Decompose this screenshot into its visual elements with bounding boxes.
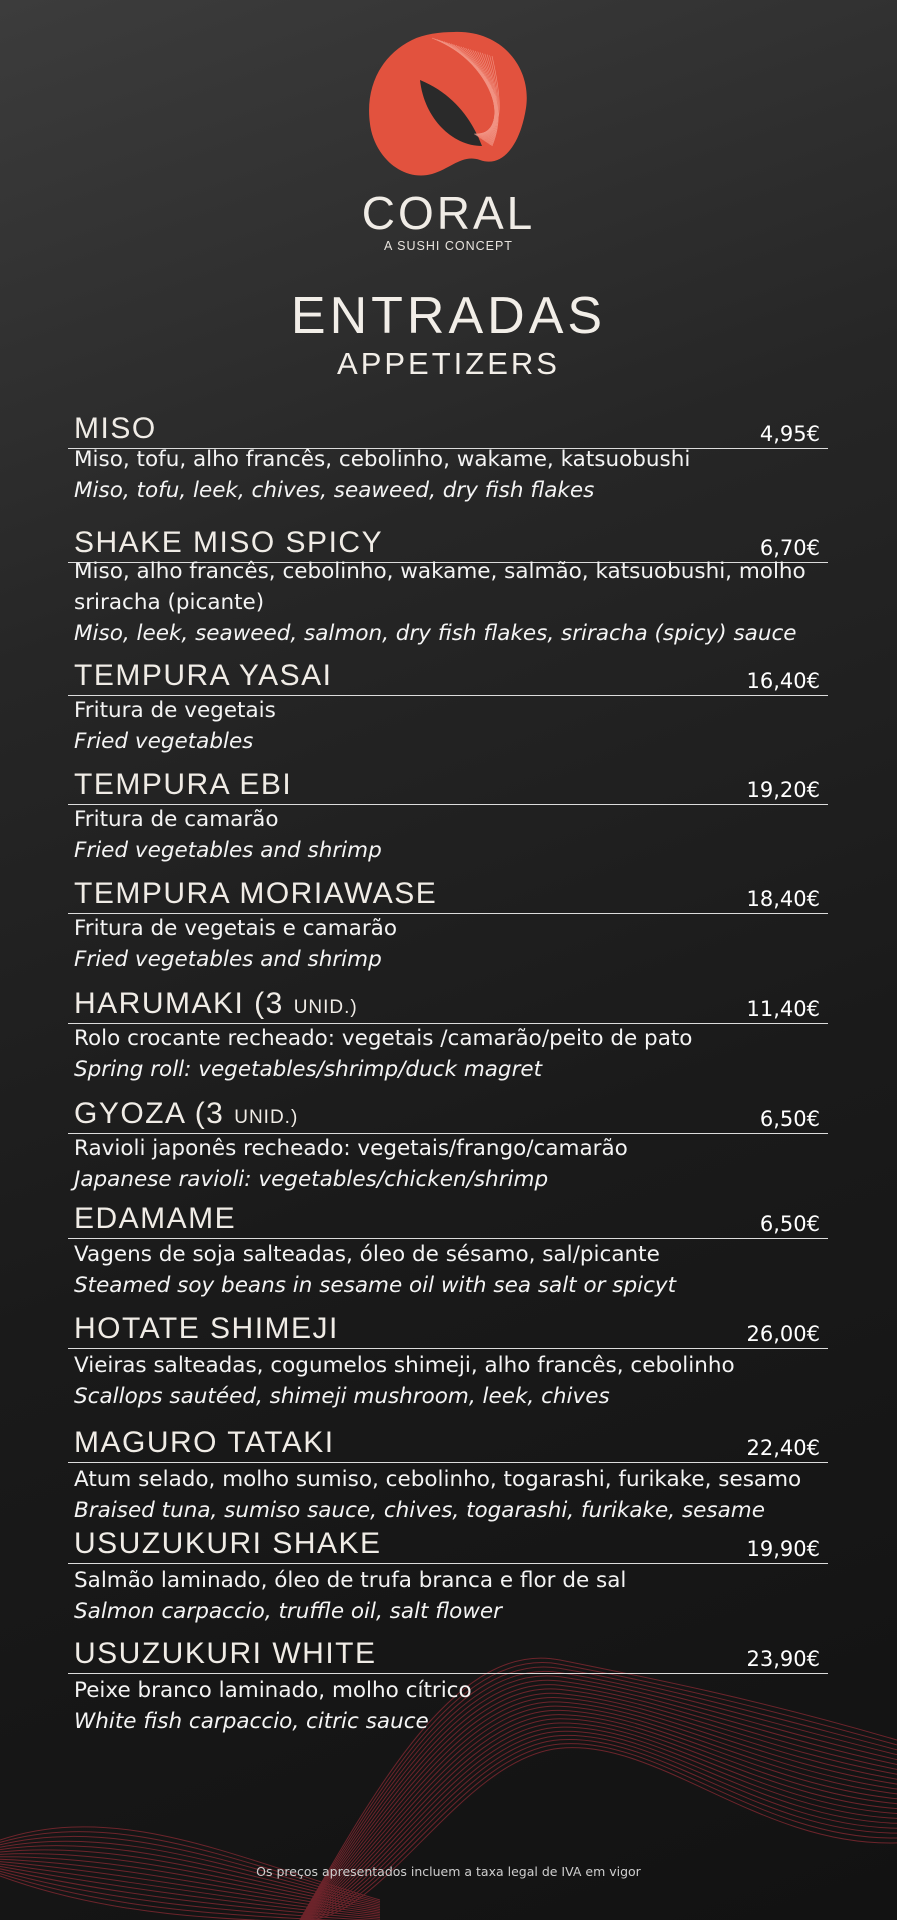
item-description-en: Japanese ravioli: vegetables/chicken/shrimp: [74, 1167, 549, 1192]
item-name: EDAMAME: [74, 1202, 237, 1235]
item-name: USUZUKURI WHITE: [74, 1637, 377, 1670]
item-header: [68, 1304, 828, 1349]
item-name: TEMPURA MORIAWASE: [74, 877, 438, 910]
item-description-en: White fish carpaccio, citric sauce: [74, 1709, 429, 1734]
item-name: MISO: [74, 412, 157, 445]
item-price: 4,95€: [759, 422, 820, 446]
item-description-pt: Miso, tofu, alho francês, cebolinho, wakame, katsuobushi: [74, 447, 691, 472]
item-price: 19,20€: [746, 778, 820, 802]
item-price: 22,40€: [746, 1436, 820, 1460]
item-header: [68, 651, 828, 696]
item-name: HOTATE SHIMEJI: [74, 1312, 339, 1345]
item-description-en: Steamed soy beans in sesame oil with sea salt or spicyt: [74, 1273, 677, 1298]
item-header: [68, 760, 828, 805]
item-price: 6,70€: [759, 536, 820, 560]
coral-logo-icon: [362, 28, 532, 178]
item-price: 19,90€: [746, 1537, 820, 1561]
item-name: GYOZA (3 UNID.): [74, 1097, 299, 1130]
item-description-pt: Fritura de vegetais: [74, 698, 276, 723]
item-description-en: Spring roll: vegetables/shrimp/duck magret: [74, 1057, 543, 1082]
item-price: 6,50€: [759, 1212, 820, 1236]
item-name: TEMPURA YASAI: [74, 659, 333, 692]
item-name: USUZUKURI SHAKE: [74, 1527, 382, 1560]
item-description-pt: Vieiras salteadas, cogumelos shimeji, alho francês, cebolinho: [74, 1353, 735, 1378]
item-price: 26,00€: [746, 1322, 820, 1346]
section-title: ENTRADAS: [290, 287, 607, 345]
item-name: SHAKE MISO SPICY: [74, 526, 384, 559]
item-description-en: Braised tuna, sumiso sauce, chives, togarashi, furikake, sesame: [74, 1498, 765, 1523]
item-header: [68, 1194, 828, 1239]
section-subtitle: APPETIZERS: [337, 346, 560, 381]
item-description-en: Salmon carpaccio, truffle oil, salt flower: [74, 1599, 502, 1624]
item-description-en: Miso, tofu, leek, chives, seaweed, dry fish flakes: [74, 478, 595, 503]
item-description-pt: Fritura de camarão: [74, 807, 279, 832]
item-description-pt: Atum selado, molho sumiso, cebolinho, togarashi, furikake, sesamo: [74, 1467, 802, 1492]
item-name: MAGURO TATAKI: [74, 1426, 335, 1459]
item-description-pt: Fritura de vegetais e camarão: [74, 916, 398, 941]
item-price: 6,50€: [759, 1107, 820, 1131]
item-header: [68, 1089, 828, 1134]
item-price: 11,40€: [746, 997, 820, 1021]
item-header: [68, 404, 828, 449]
item-description-en: Miso, leek, seaweed, salmon, dry fish flakes, sriracha (spicy) sauce: [74, 621, 797, 646]
item-price: 16,40€: [746, 669, 820, 693]
item-description-pt: Salmão laminado, óleo de trufa branca e flor de sal: [74, 1568, 627, 1593]
item-description-en: Fried vegetables and shrimp: [74, 947, 382, 972]
brand-tagline: A SUSHI CONCEPT: [384, 239, 513, 253]
item-price: 18,40€: [746, 887, 820, 911]
item-header: [68, 1519, 828, 1564]
item-price: 23,90€: [746, 1647, 820, 1671]
item-header: [68, 869, 828, 914]
item-header: [68, 1418, 828, 1463]
item-header: [68, 1629, 828, 1674]
brand-name: CORAL: [361, 187, 536, 239]
item-name: HARUMAKI (3 UNID.): [74, 987, 358, 1020]
item-description-pt: Rolo crocante recheado: vegetais /camarão/peito de pato: [74, 1026, 693, 1051]
item-description-en: Fried vegetables and shrimp: [74, 838, 382, 863]
item-header: [68, 979, 828, 1024]
item-description-pt: Vagens de soja salteadas, óleo de sésamo, sal/picante: [74, 1242, 660, 1267]
item-description-pt: Miso, alho francês, cebolinho, wakame, salmão, katsuobushi, molho sriracha (picante): [74, 559, 806, 615]
item-name: TEMPURA EBI: [74, 768, 293, 801]
item-description-pt: Peixe branco laminado, molho cítrico: [74, 1678, 472, 1703]
item-description-pt: Ravioli japonês recheado: vegetais/frango/camarão: [74, 1136, 628, 1161]
item-description-en: Scallops sautéed, shimeji mushroom, leek, chives: [74, 1384, 610, 1409]
tax-footnote: Os preços apresentados incluem a taxa legal de IVA em vigor: [256, 1864, 641, 1879]
item-description-en: Fried vegetables: [74, 729, 254, 754]
